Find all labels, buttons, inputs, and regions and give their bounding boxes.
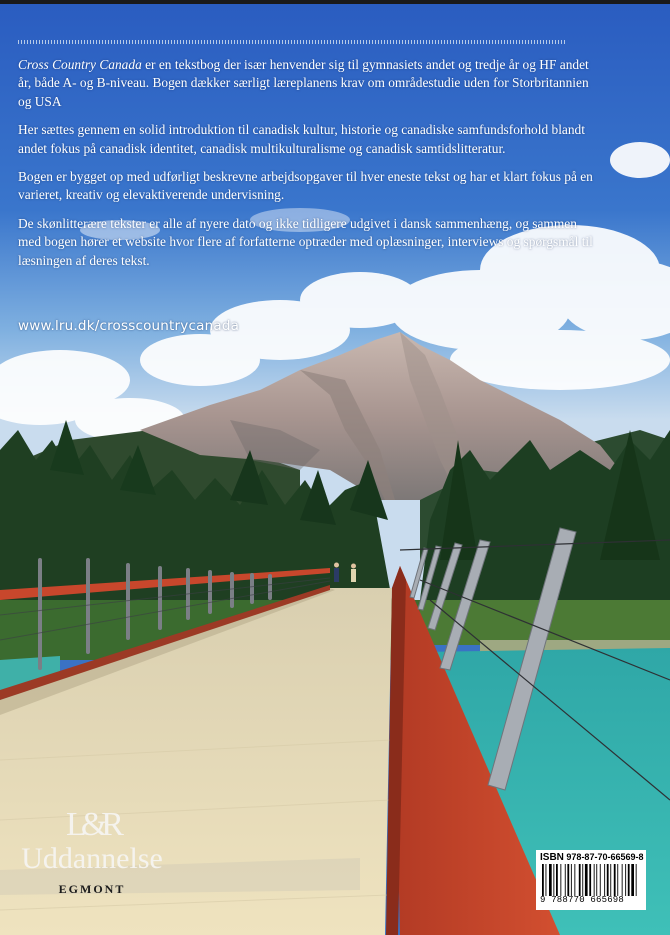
- top-border: [0, 0, 670, 4]
- book-title: Cross Country Canada: [18, 57, 142, 72]
- blurb: [18, 56, 598, 280]
- paragraph-fiction: De skønlitterære tekster er alle af nyere dato og ikke tidligere udgivet i dansk sammenhæng, og sammen med bogen hører et website hvor flere af forfatterne optræder med oplæsninger, interviews og spørgsmål til læsningen af deres tekst.: [18, 215, 593, 268]
- dotted-rule: [18, 40, 566, 44]
- isbn-barcode-box: [536, 850, 646, 910]
- publisher-group: EGMONT: [58, 882, 126, 896]
- website-url: www.lru.dk/crosscountrycanada: [18, 318, 240, 334]
- publisher-name: Uddannelse: [21, 842, 163, 875]
- isbn-number: 978-87-70-66569-8: [566, 852, 644, 862]
- isbn-digits: 9 788770 665698: [540, 895, 625, 905]
- paragraph-intro-culture: Her sættes gennem en solid introduktion til canadisk kultur, historie og canadiske samfundsforhold blandt andet fokus på canadisk identitet, canadisk multikulturalisme og canadisk samtidslitteratur.: [18, 122, 585, 156]
- intro-text: er en tekstbog der især henvender sig til gymnasiets andet og tredje år og HF andet år, både A- og B-niveau. Bogen dækker særligt læreplanens krav om områdestudie uden for Storbritannien og USA: [18, 57, 589, 109]
- lr-mark: L&R: [66, 806, 118, 843]
- paragraph-assignments: Bogen er bygget op med udførligt beskrevne arbejdsopgaver til hver eneste tekst og har et klart fokus på en varieret, kreativ og elevaktiverende undervisning.: [18, 169, 593, 203]
- intro-paragraph: [18, 56, 598, 111]
- isbn-label: ISBN 978-87-70-66569-8: [540, 852, 644, 863]
- publisher-logo: [12, 808, 172, 897]
- barcode-icon: [540, 864, 642, 896]
